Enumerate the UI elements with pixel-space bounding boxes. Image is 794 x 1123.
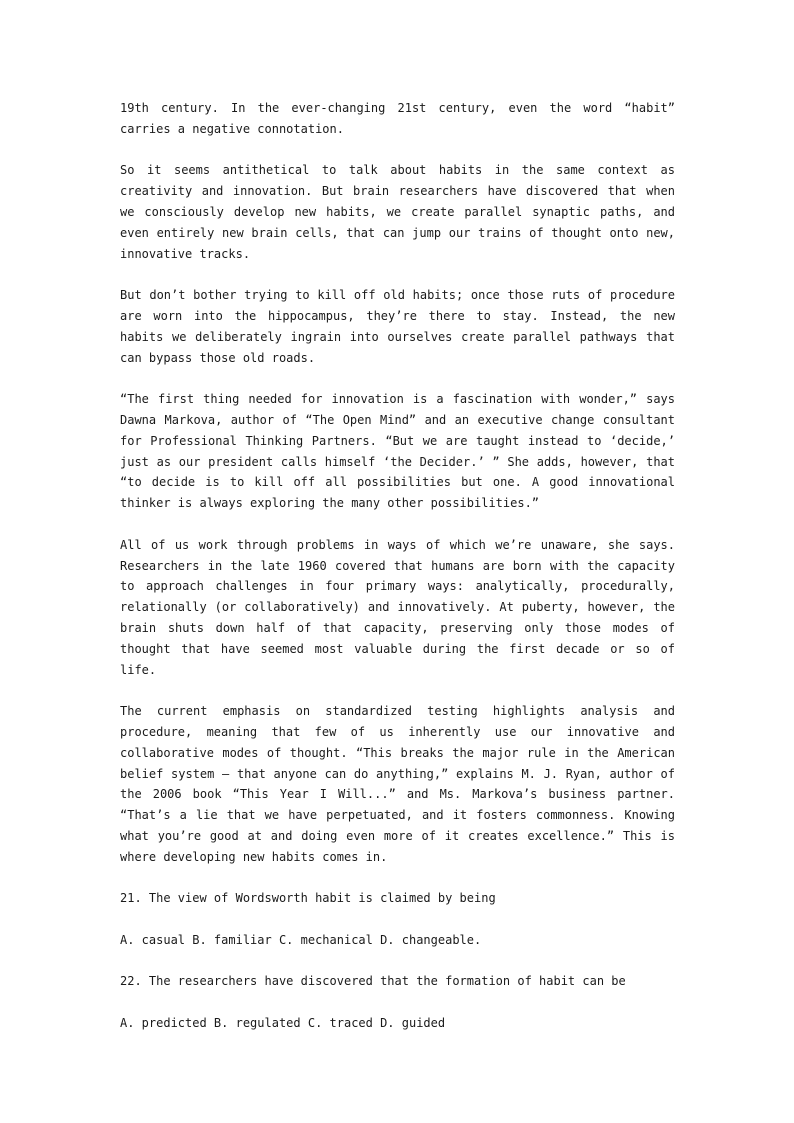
paragraph-2: So it seems antithetical to talk about habits in the same context as creativity and innovation. But brain researchers have discovered that when we consciously develop new habits, we create parallel synaptic paths, and even entirely new brain cells, that can jump our trains of thought onto new, innovative tracks. [120,163,675,261]
paragraph-6: The current emphasis on standardized testing highlights analysis and procedure, meaning that few of us inherently use our innovative and collaborative modes of thought. “This breaks the major rule in the American belief system — that anyone can do anything,” explains M. J. Ryan, author of the 2006 book “This Year I Will...” and Ms. Markova’s business partner. “That’s a lie that we have perpetuated, and it fosters commonness. Knowing what you’re good at and doing even more of it creates excellence.” This is where developing new habits comes in. [120,704,675,864]
question-22-stem: 22. The researchers have discovered that the formation of habit can be [120,974,626,989]
question-22-options: A. predicted B. regulated C. traced D. guided [120,1016,446,1031]
document-page [120,98,675,1055]
question-21-stem: 21. The view of Wordsworth habit is claimed by being [120,891,496,906]
paragraph-4: “The first thing needed for innovation is a fascination with wonder,” says Dawna Markova, author of “The Open Mind” and an executive change consultant for Professional Thinking Partners. “But we are taught instead to ‘decide,’ just as our president calls himself ‘the Decider.’ ” She adds, however, that “to decide is to kill off all possibilities but one. A good innovational thinker is always exploring the many other possibilities.” [120,392,675,511]
paragraph-1: 19th century. In the ever-changing 21st century, even the word “habit” carries a negative connotation. [120,101,675,136]
paragraph-5: All of us work through problems in ways of which we’re unaware, she says. Researchers in the late 1960 covered that humans are born with the capacity to approach challenges in four primary ways: analytically, procedurally, relationally (or collaboratively) and innovatively. At puberty, however, the brain shuts down half of that capacity, preserving only those modes of thought that have seemed most valuable during the first decade or so of life. [120,537,675,677]
question-21-options: A. casual B. familiar C. mechanical D. changeable. [120,932,482,947]
paragraph-3: But don’t bother trying to kill off old habits; once those ruts of procedure are worn into the hippocampus, they’re there to stay. Instead, the new habits we deliberately ingrain into ourselves create parallel pathways that can bypass those old roads. [120,288,675,365]
